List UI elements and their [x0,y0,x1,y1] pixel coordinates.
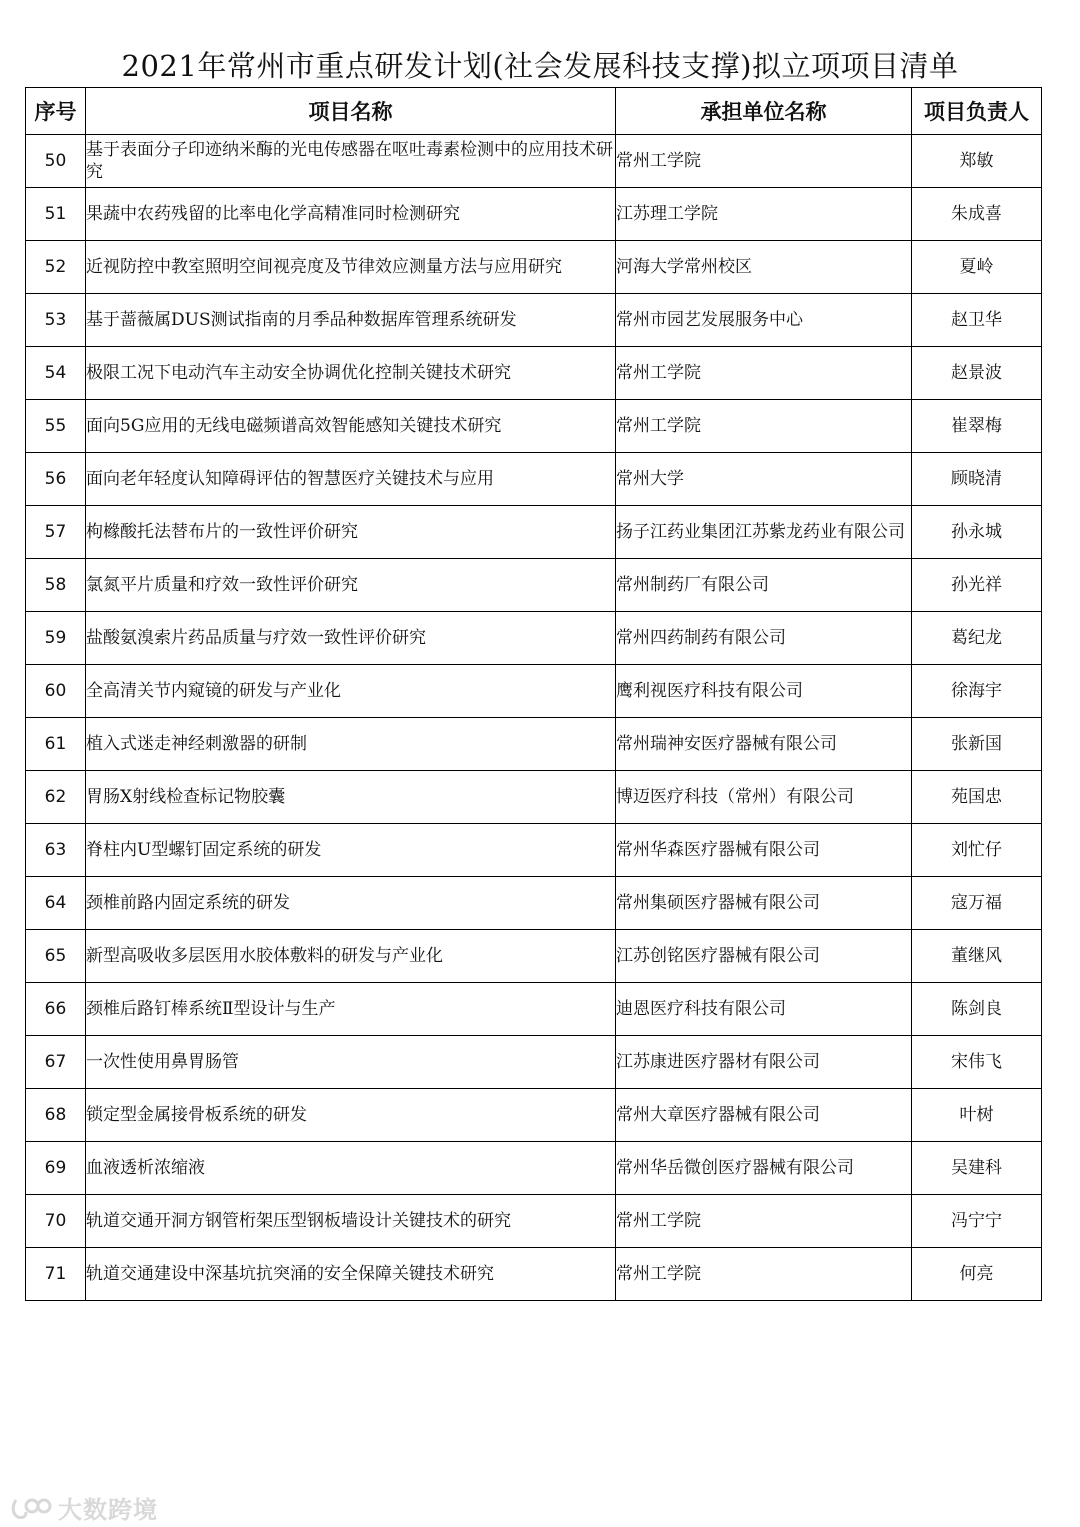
header-project-lead: 项目负责人 [912,88,1042,135]
cell-serial-no: 62 [26,771,86,824]
cell-unit-name: 常州华森医疗器械有限公司 [616,824,912,877]
cell-serial-no: 63 [26,824,86,877]
table-row [26,559,1042,612]
cell-project-name: 锁定型金属接骨板系统的研发 [86,1089,616,1142]
project-table [25,87,1042,1301]
cell-serial-no: 53 [26,294,86,347]
table-row [26,824,1042,877]
cell-project-lead: 夏岭 [912,241,1042,294]
table-body [26,135,1042,1301]
cell-project-lead: 苑国忠 [912,771,1042,824]
cell-unit-name: 常州大学 [616,453,912,506]
cell-project-name: 新型高吸收多层医用水胶体敷料的研发与产业化 [86,930,616,983]
watermark-text: 大数跨境 [58,1495,158,1524]
table-row [26,1089,1042,1142]
cell-project-name: 近视防控中教室照明空间视亮度及节律效应测量方法与应用研究 [86,241,616,294]
cell-project-lead: 孙永城 [912,506,1042,559]
cell-project-lead: 叶树 [912,1089,1042,1142]
cell-project-name: 面向老年轻度认知障碍评估的智慧医疗关键技术与应用 [86,453,616,506]
cell-project-name: 枸橼酸托法替布片的一致性评价研究 [86,506,616,559]
cell-serial-no: 67 [26,1036,86,1089]
cell-serial-no: 69 [26,1142,86,1195]
cell-unit-name: 鹰利视医疗科技有限公司 [616,665,912,718]
cell-serial-no: 50 [26,135,86,188]
cell-project-lead: 朱成喜 [912,188,1042,241]
cell-serial-no: 66 [26,983,86,1036]
table-row [26,930,1042,983]
cell-project-name: 胃肠X射线检查标记物胶囊 [86,771,616,824]
cell-unit-name: 常州四药制药有限公司 [616,612,912,665]
cell-unit-name: 博迈医疗科技（常州）有限公司 [616,771,912,824]
cell-serial-no: 57 [26,506,86,559]
table-row [26,983,1042,1036]
cell-serial-no: 60 [26,665,86,718]
table-row [26,1248,1042,1301]
cell-project-lead: 刘忙仔 [912,824,1042,877]
cell-serial-no: 65 [26,930,86,983]
cell-unit-name: 江苏康进医疗器材有限公司 [616,1036,912,1089]
table-row [26,453,1042,506]
cell-project-lead: 顾晓清 [912,453,1042,506]
cell-project-lead: 葛纪龙 [912,612,1042,665]
cell-serial-no: 55 [26,400,86,453]
cell-project-name: 植入式迷走神经刺激器的研制 [86,718,616,771]
cell-project-lead: 赵景波 [912,347,1042,400]
table-row [26,135,1042,188]
table-row [26,612,1042,665]
cell-unit-name: 常州大章医疗器械有限公司 [616,1089,912,1142]
cell-project-name: 全高清关节内窥镜的研发与产业化 [86,665,616,718]
table-row [26,718,1042,771]
cell-serial-no: 56 [26,453,86,506]
cell-project-lead: 董继风 [912,930,1042,983]
cell-project-name: 氯氮平片质量和疗效一致性评价研究 [86,559,616,612]
cell-project-name: 一次性使用鼻胃肠管 [86,1036,616,1089]
table-row [26,241,1042,294]
cell-serial-no: 68 [26,1089,86,1142]
header-project-name: 项目名称 [86,88,616,135]
cell-project-lead: 郑敏 [912,135,1042,188]
cell-project-name: 基于表面分子印迹纳米酶的光电传感器在呕吐毒素检测中的应用技术研究 [86,135,616,188]
cell-project-lead: 徐海宇 [912,665,1042,718]
cell-unit-name: 常州工学院 [616,1248,912,1301]
table-header [26,88,1042,135]
cell-unit-name: 常州工学院 [616,135,912,188]
cell-unit-name: 扬子江药业集团江苏紫龙药业有限公司 [616,506,912,559]
cell-project-name: 基于蔷薇属DUS测试指南的月季品种数据库管理系统研发 [86,294,616,347]
brand-logo-icon [10,1492,54,1522]
cell-serial-no: 64 [26,877,86,930]
cell-unit-name: 河海大学常州校区 [616,241,912,294]
cell-unit-name: 常州华岳微创医疗器械有限公司 [616,1142,912,1195]
cell-unit-name: 常州瑞神安医疗器械有限公司 [616,718,912,771]
table-row [26,188,1042,241]
cell-project-lead: 崔翠梅 [912,400,1042,453]
document-title: 2021年常州市重点研发计划(社会发展科技支撑)拟立项项目清单 [121,49,959,83]
watermark [10,1490,158,1524]
cell-serial-no: 59 [26,612,86,665]
cell-project-lead: 冯宁宁 [912,1195,1042,1248]
table-row [26,347,1042,400]
cell-unit-name: 常州工学院 [616,347,912,400]
cell-project-lead: 赵卫华 [912,294,1042,347]
cell-serial-no: 54 [26,347,86,400]
header-row [26,88,1042,135]
cell-project-name: 轨道交通开洞方钢管桁架压型钢板墙设计关键技术的研究 [86,1195,616,1248]
cell-unit-name: 常州工学院 [616,1195,912,1248]
cell-project-lead: 宋伟飞 [912,1036,1042,1089]
table-row [26,665,1042,718]
table-row [26,1195,1042,1248]
cell-project-lead: 寇万福 [912,877,1042,930]
cell-unit-name: 江苏理工学院 [616,188,912,241]
cell-project-name: 血液透析浓缩液 [86,1142,616,1195]
cell-unit-name: 常州工学院 [616,400,912,453]
cell-project-lead: 陈剑良 [912,983,1042,1036]
table-row [26,1036,1042,1089]
cell-unit-name: 迪恩医疗科技有限公司 [616,983,912,1036]
cell-serial-no: 61 [26,718,86,771]
cell-project-lead: 何亮 [912,1248,1042,1301]
cell-project-name: 极限工况下电动汽车主动安全协调优化控制关键技术研究 [86,347,616,400]
cell-project-name: 颈椎后路钉棒系统Ⅱ型设计与生产 [86,983,616,1036]
cell-project-lead: 孙光祥 [912,559,1042,612]
cell-project-lead: 张新国 [912,718,1042,771]
cell-project-name: 盐酸氨溴索片药品质量与疗效一致性评价研究 [86,612,616,665]
cell-project-name: 轨道交通建设中深基坑抗突涌的安全保障关键技术研究 [86,1248,616,1301]
cell-serial-no: 51 [26,188,86,241]
table-row [26,294,1042,347]
cell-serial-no: 70 [26,1195,86,1248]
cell-unit-name: 常州制药厂有限公司 [616,559,912,612]
table-row [26,506,1042,559]
table-row [26,771,1042,824]
cell-project-name: 颈椎前路内固定系统的研发 [86,877,616,930]
table-row [26,1142,1042,1195]
table-row [26,400,1042,453]
cell-serial-no: 58 [26,559,86,612]
cell-unit-name: 江苏创铭医疗器械有限公司 [616,930,912,983]
header-serial-no: 序号 [26,88,86,135]
cell-serial-no: 52 [26,241,86,294]
cell-unit-name: 常州集硕医疗器械有限公司 [616,877,912,930]
cell-project-name: 脊柱内U型螺钉固定系统的研发 [86,824,616,877]
cell-unit-name: 常州市园艺发展服务中心 [616,294,912,347]
table-row [26,877,1042,930]
cell-project-name: 果蔬中农药残留的比率电化学高精准同时检测研究 [86,188,616,241]
cell-serial-no: 71 [26,1248,86,1301]
cell-project-lead: 吴建科 [912,1142,1042,1195]
header-unit-name: 承担单位名称 [616,88,912,135]
cell-project-name: 面向5G应用的无线电磁频谱高效智能感知关键技术研究 [86,400,616,453]
